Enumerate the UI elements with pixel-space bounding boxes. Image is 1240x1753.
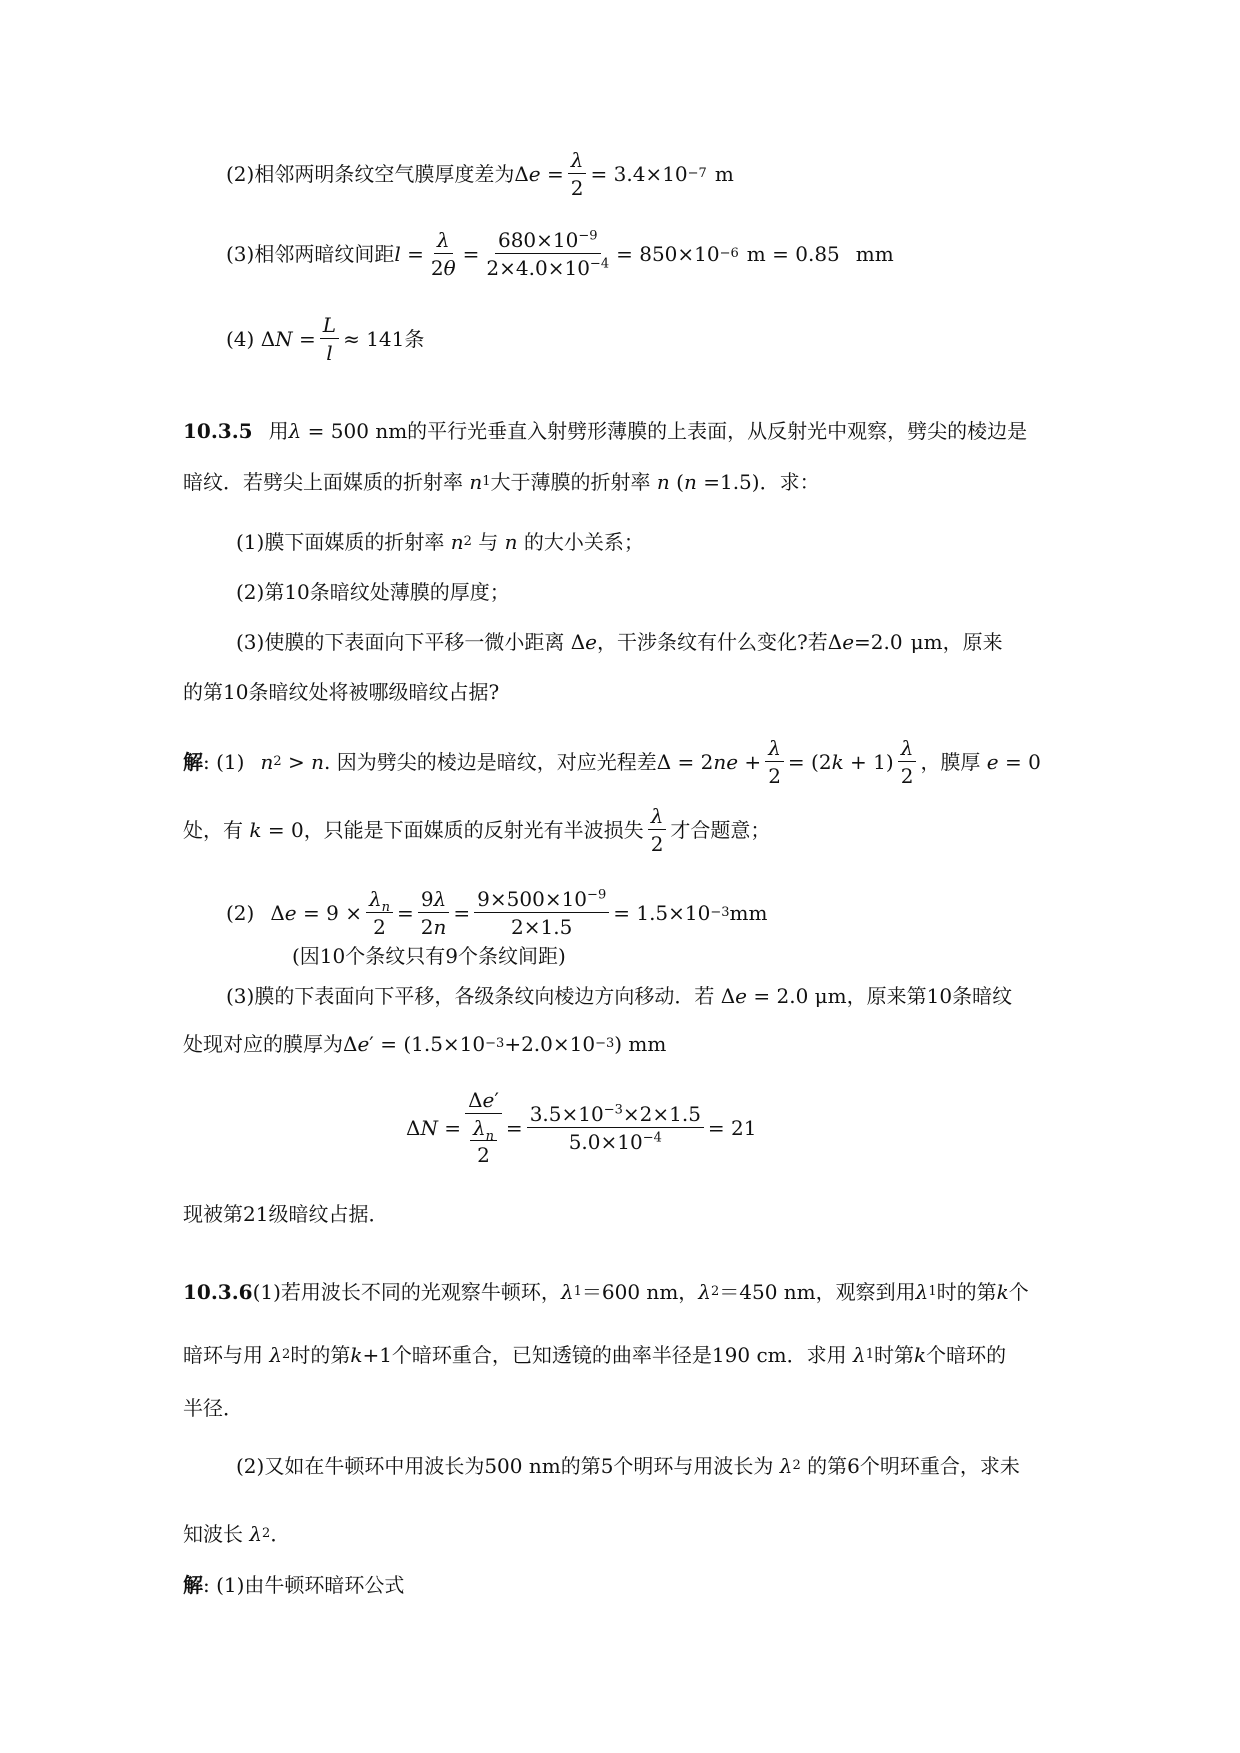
problem-10-3-5-line-2: 暗纹．若劈尖上面媒质的折射率 n 1 大于薄膜的折射率 n ( n = 1.5 )．求： xyxy=(183,470,820,494)
answer-part-2: (2)相邻两明条纹空气膜厚度差为 Δ e = $\frac{\lambda}{2}$ = 3.4×10 −7 m xyxy=(226,148,734,200)
answer-10-3-5-delta-n-equation: Δ N = Δe′ $\lambda_n$ 2 = $\frac{3.5\times 10^{-3}\times 2\times 1.5}{5.0\times 10^{-4}}$ = 21 xyxy=(406,1088,757,1167)
problem-10-3-5-sub-2: (2)第10条暗纹处薄膜的厚度； xyxy=(236,580,510,604)
fraction-lambda-over-2: $\frac{\lambda}{2}$ xyxy=(568,150,587,198)
fraction-thickness: $\frac{9\times 500\times 10^{-9}}{2\times 1.5}$ xyxy=(474,889,609,937)
problem-10-3-5-sub-3: (3)使膜的下表面向下平移一微小距离 Δ e ，干涉条纹有什么变化?若 Δ e =2.0 μm，原来 xyxy=(236,630,1003,654)
part-2-label: (2)相邻两明条纹空气膜厚度差为 xyxy=(226,162,515,186)
problem-10-3-5-sub-1: (1)膜下面媒质的折射率 n 2 与 n 的大小关系； xyxy=(236,530,644,554)
problem-10-3-6-line-1: 10.3.6 (1)若用波长不同的光观察牛顿环， λ 1 ＝600 nm， λ 2 ＝450 nm，观察到用 λ 1 时的第 k 个 xyxy=(183,1280,1029,1304)
problem-number: 10.3.6 xyxy=(183,1280,253,1304)
answer-10-3-5-part-1-cont: 处，有 k = 0 ，只能是下面媒质的反射光有半波损失 $\frac{\lambda}{2}$ 才合题意； xyxy=(183,804,771,856)
part-2-result: 3.4×10 xyxy=(613,162,688,186)
answer-10-3-5-conclusion: 现被第21级暗纹占据． xyxy=(183,1202,389,1226)
problem-10-3-5-line-1: 10.3.5 用 λ = 500 nm的平行光垂直入射劈形薄膜的上表面，从反射光中观察，劈尖的棱边是 xyxy=(183,419,1028,443)
problem-number: 10.3.5 xyxy=(183,419,253,443)
problem-10-3-6-line-2: 暗环与用 λ 2 时的第 k +1个暗环重合，已知透镜的曲率半径是190 cm．求用 λ 1 时第 k 个暗环的 xyxy=(183,1343,1007,1367)
answer-10-3-5-note: (因10个条纹只有9个条纹间距) xyxy=(292,944,566,968)
part-3-label: (3)相邻两暗纹间距 xyxy=(226,242,395,266)
solution-label: 解 xyxy=(183,750,203,774)
answer-10-3-5-part-3-cont: 处现对应的膜厚为 Δ e ′ = (1.5×10 −3 +2.0×10 −3 ) mm xyxy=(183,1032,667,1056)
fraction-spacing: $\frac{680\times 10^{-9}}{2\times 4.0\times 10^{-4}}$ xyxy=(486,228,610,280)
problem-10-3-5-sub-3-cont: 的第10条暗纹处将被哪级暗纹占据? xyxy=(183,680,500,704)
problem-10-3-6-sub-2: (2)又如在牛顿环中用波长为500 nm的第5个明环与用波长为 λ 2 的第6个明环重合，求未 xyxy=(236,1454,1020,1478)
answer-part-3: (3)相邻两暗纹间距 l = $\frac{\lambda}{2\theta}$ = $\frac{680\times 10^{-9}}{2\times 4.0\times 10^{-4}}$ = 850×10 −6 m = 0.85 mm xyxy=(226,228,894,280)
answer-part-4: (4) Δ N = $\frac{L}{l}$ ≈ 141 条 xyxy=(226,313,425,365)
answer-10-3-6-start: 解 : (1)由牛顿环暗环公式 xyxy=(183,1573,405,1597)
answer-10-3-5-part-1: 解 : (1) n 2 > n . 因为劈尖的棱边是暗纹，对应光程差 Δ = 2 ne + $\frac{\lambda}{2}$ = (2 k + 1) $\frac{\lambda}{2}$ ，膜厚 e = 0 xyxy=(183,736,1041,788)
fraction-order-count: $\frac{3.5\times 10^{-3}\times 2\times 1.5}{5.0\times 10^{-4}}$ xyxy=(527,1104,704,1152)
answer-10-3-5-part-2: (2) Δ e = 9 × $\frac{\lambda_n}{2}$ = $\frac{9\lambda}{2n}$ = $\frac{9\times 500\times 10^{-9}}{2\times 1.5}$ = 1.5×10 −3 mm xyxy=(226,887,768,939)
answer-10-3-5-part-3: (3)膜的下表面向下平移，各级条纹向棱边方向移动．若 Δ e = 2.0 μm，原来第10条暗纹 xyxy=(226,984,1013,1008)
solution-label: 解 xyxy=(183,1573,203,1597)
problem-10-3-6-line-3: 半径． xyxy=(183,1396,243,1420)
problem-10-3-6-sub-2-cont: 知波长 λ 2 ． xyxy=(183,1522,291,1546)
